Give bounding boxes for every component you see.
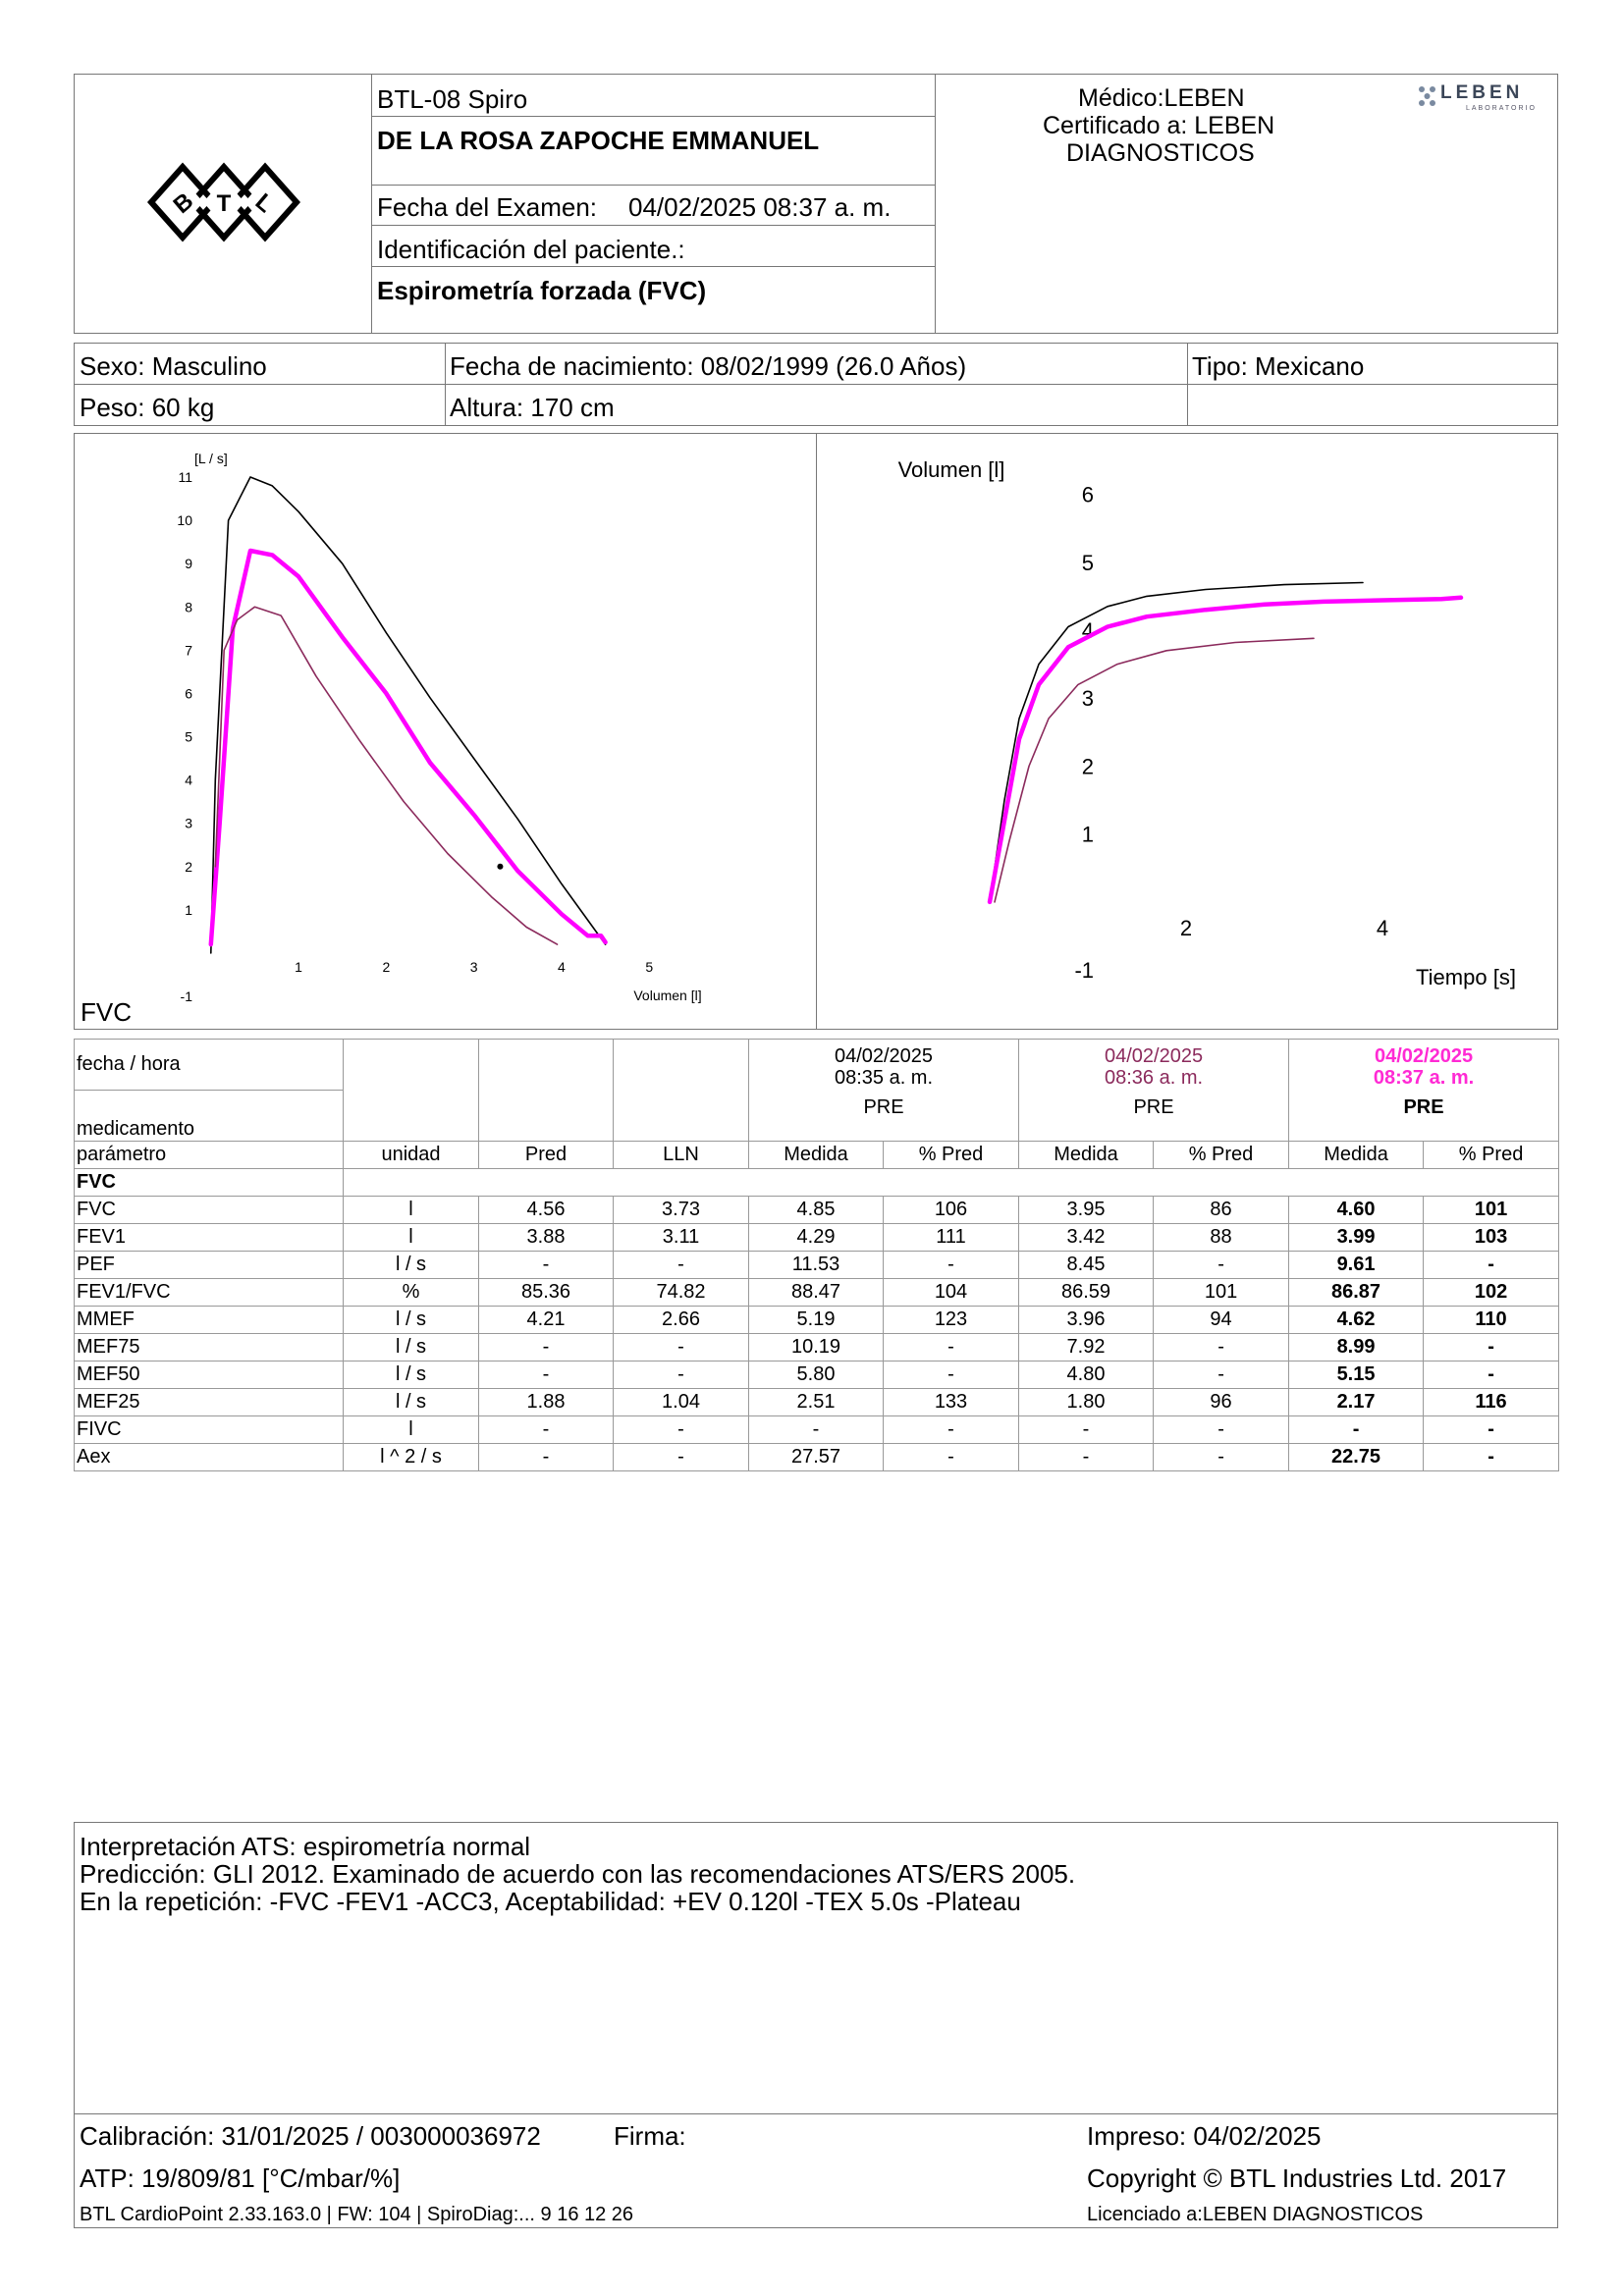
session-date-row: [75, 1040, 1559, 1091]
column-header-row: [75, 1142, 1559, 1169]
flow-y-tick-label: 2: [185, 858, 192, 875]
vol-y-tick-label: 1: [1081, 822, 1094, 847]
copyright: Copyright © BTL Industries Ltd. 2017: [1087, 2163, 1507, 2193]
patient-type: Tipo: Mexicano: [1192, 351, 1365, 381]
vol-y-tick-label: 2: [1081, 754, 1094, 779]
session-1-time: 08:35 a. m.: [834, 1067, 934, 1089]
certified-to-line2: DIAGNOSTICOS: [1066, 139, 1255, 167]
vol-y-tick-label: 6: [1081, 482, 1094, 507]
unit-cell: l ^ 2 / s: [344, 1444, 479, 1471]
session-3-medication: PRE: [1403, 1096, 1444, 1118]
vol-y-tick-label: 3: [1081, 686, 1094, 712]
parameter-name: FEV1: [75, 1224, 344, 1252]
session-2-medication: PRE: [1133, 1096, 1174, 1118]
flow-x-tick-label: 4: [558, 959, 566, 975]
btl-logo-letter: T: [216, 190, 232, 217]
value-cell: 86.59: [1019, 1279, 1154, 1307]
flow-y-axis-label: [L / s]: [194, 451, 228, 466]
patient-height: Altura: 170 cm: [450, 393, 615, 422]
flow-x-tick-label: 5: [645, 959, 654, 975]
flow-series-2: [211, 551, 606, 944]
value-cell: 106: [884, 1197, 1019, 1224]
btl-logo: [145, 162, 302, 242]
value-cell: 7.92: [1019, 1334, 1154, 1362]
flow-y-tick-label: 4: [185, 772, 192, 788]
parameter-name: FIVC: [75, 1416, 344, 1444]
patient-name: DE LA ROSA ZAPOCHE EMMANUEL: [377, 126, 820, 155]
header-divider: [371, 225, 935, 226]
value-cell: 8.99: [1289, 1334, 1424, 1362]
value-cell: 1.80: [1019, 1389, 1154, 1416]
vol-y-axis-label: Volumen [l]: [897, 457, 1005, 482]
flow-x-tick-label: 2: [382, 959, 391, 975]
parameter-name: MMEF: [75, 1307, 344, 1334]
unit-cell: %: [344, 1279, 479, 1307]
column-header: LLN: [614, 1142, 749, 1169]
btl-logo-letter: L: [249, 188, 279, 219]
flow-series-1: [211, 477, 606, 953]
patient-info-divider: [1187, 343, 1188, 426]
value-cell: 5.19: [749, 1307, 884, 1334]
volume-time-chart: [817, 434, 1557, 1029]
value-cell: 2.66: [614, 1307, 749, 1334]
value-cell: 116: [1424, 1389, 1559, 1416]
leben-logo-text: LEBEN: [1440, 82, 1524, 103]
value-cell: -: [614, 1362, 749, 1389]
value-cell: 4.60: [1289, 1197, 1424, 1224]
header-divider: [935, 74, 936, 334]
value-cell: 11.53: [749, 1252, 884, 1279]
value-cell: 123: [884, 1307, 1019, 1334]
value-cell: -: [1424, 1416, 1559, 1444]
value-cell: 1.04: [614, 1389, 749, 1416]
date-time-label: fecha / hora: [75, 1040, 344, 1091]
flow-x-axis-label: Volumen [l]: [633, 988, 702, 1003]
exam-date-label: Fecha del Examen:: [377, 192, 598, 222]
value-cell: 27.57: [749, 1444, 884, 1471]
parameter-name: PEF: [75, 1252, 344, 1279]
value-cell: 4.80: [1019, 1362, 1154, 1389]
session-2-header: [1019, 1040, 1289, 1142]
value-cell: 103: [1424, 1224, 1559, 1252]
value-cell: -: [1424, 1334, 1559, 1362]
header-divider: [371, 116, 935, 117]
value-cell: 8.45: [1019, 1252, 1154, 1279]
value-cell: -: [749, 1416, 884, 1444]
value-cell: -: [614, 1334, 749, 1362]
flow-y-tick-label: 10: [177, 512, 192, 529]
value-cell: 74.82: [614, 1279, 749, 1307]
column-header: % Pred: [884, 1142, 1019, 1169]
value-cell: 10.19: [749, 1334, 884, 1362]
value-cell: 22.75: [1289, 1444, 1424, 1471]
value-cell: -: [614, 1444, 749, 1471]
test-type: Espirometría forzada (FVC): [377, 276, 707, 305]
value-cell: -: [1154, 1252, 1289, 1279]
flow-chart-title: FVC: [81, 997, 132, 1027]
unit-cell: l / s: [344, 1362, 479, 1389]
unit-cell: l / s: [344, 1389, 479, 1416]
value-cell: -: [1019, 1444, 1154, 1471]
value-cell: -: [479, 1416, 614, 1444]
table-row: [75, 1416, 1559, 1444]
vol-y-tick-label: 5: [1081, 550, 1094, 575]
leben-logo: [1415, 81, 1552, 117]
parameter-name: MEF75: [75, 1334, 344, 1362]
table-row: [75, 1197, 1559, 1224]
flow-y-tick-label: 6: [185, 685, 192, 702]
table-row: [75, 1307, 1559, 1334]
interpretation-line: Interpretación ATS: espirometría normal: [80, 1832, 531, 1861]
unit-cell: l / s: [344, 1334, 479, 1362]
results-table: [74, 1039, 1559, 1471]
session-1-header: [749, 1040, 1019, 1142]
value-cell: 94: [1154, 1307, 1289, 1334]
parameter-name: FVC: [75, 1197, 344, 1224]
value-cell: 88: [1154, 1224, 1289, 1252]
session-2-time: 08:36 a. m.: [1104, 1067, 1204, 1089]
value-cell: -: [884, 1444, 1019, 1471]
flow-y-tick-label: 1: [185, 901, 192, 918]
value-cell: 9.61: [1289, 1252, 1424, 1279]
flow-y-tick-label: 9: [185, 556, 192, 572]
column-header: % Pred: [1424, 1142, 1559, 1169]
value-cell: -: [614, 1252, 749, 1279]
value-cell: -: [884, 1334, 1019, 1362]
parameter-name: MEF50: [75, 1362, 344, 1389]
table-row: [75, 1279, 1559, 1307]
certified-to: Certificado a: LEBEN: [1043, 112, 1275, 139]
software-info: BTL CardioPoint 2.33.163.0 | FW: 104 | SpiroDiag:... 9 16 12 26: [80, 2204, 634, 2225]
value-cell: -: [1424, 1444, 1559, 1471]
session-2-date: 04/02/2025: [1104, 1045, 1204, 1067]
parameter-name: MEF25: [75, 1389, 344, 1416]
value-cell: 3.96: [1019, 1307, 1154, 1334]
patient-weight: Peso: 60 kg: [80, 393, 215, 422]
table-row: [75, 1252, 1559, 1279]
parameter-name: FEV1/FVC: [75, 1279, 344, 1307]
vol-series-1: [990, 583, 1363, 902]
vol-x-axis-label: Tiempo [s]: [1416, 965, 1516, 989]
value-cell: 3.11: [614, 1224, 749, 1252]
column-header: Medida: [1019, 1142, 1154, 1169]
vol-x-tick-label: 4: [1376, 916, 1389, 940]
column-header: parámetro: [75, 1142, 344, 1169]
column-header: Pred: [479, 1142, 614, 1169]
leben-logo-subtext: LABORATORIO: [1466, 105, 1537, 112]
patient-birth: Fecha de nacimiento: 08/02/1999 (26.0 Años): [450, 351, 967, 381]
value-cell: 1.88: [479, 1389, 614, 1416]
flow-y-tick-label: 5: [185, 728, 192, 745]
table-row: [75, 1444, 1559, 1471]
flow-series-3: [215, 607, 557, 944]
leben-logo-icon: [1417, 84, 1438, 108]
value-cell: 4.21: [479, 1307, 614, 1334]
unit-cell: l / s: [344, 1252, 479, 1279]
table-row: [75, 1389, 1559, 1416]
value-cell: -: [1154, 1416, 1289, 1444]
btl-logo-letter: B: [168, 187, 199, 220]
value-cell: -: [479, 1362, 614, 1389]
unit-cell: l / s: [344, 1307, 479, 1334]
unit-cell: l: [344, 1197, 479, 1224]
session-1-date: 04/02/2025: [834, 1045, 934, 1067]
session-3-header: [1289, 1040, 1559, 1142]
signature-label: Firma:: [614, 2121, 686, 2151]
value-cell: 101: [1154, 1279, 1289, 1307]
device-name: BTL-08 Spiro: [377, 84, 528, 114]
value-cell: 4.29: [749, 1224, 884, 1252]
flow-x-tick-label: 3: [469, 959, 478, 975]
session-3-time: 08:37 a. m.: [1373, 1067, 1475, 1089]
table-row: [75, 1224, 1559, 1252]
flow-volume-chart: [75, 434, 815, 1029]
parameter-name: Aex: [75, 1444, 344, 1471]
value-cell: 104: [884, 1279, 1019, 1307]
section-row: [75, 1169, 1559, 1197]
value-cell: -: [479, 1444, 614, 1471]
value-cell: 4.62: [1289, 1307, 1424, 1334]
column-header: Medida: [749, 1142, 884, 1169]
license-info: Licenciado a:LEBEN DIAGNOSTICOS: [1087, 2204, 1424, 2225]
atp-info: ATP: 19/809/81 [°C/mbar/%]: [80, 2163, 401, 2193]
header-divider: [371, 185, 935, 186]
value-cell: -: [479, 1334, 614, 1362]
header-divider: [371, 266, 935, 267]
empty-header-cell: [479, 1040, 614, 1142]
flow-marker-point: [497, 864, 503, 870]
value-cell: 4.56: [479, 1197, 614, 1224]
flow-y-tick-label: -1: [180, 988, 192, 1004]
value-cell: 133: [884, 1389, 1019, 1416]
repetition-line: En la repetición: -FVC -FEV1 -ACC3, Aceptabilidad: +EV 0.120l -TEX 5.0s -Plateau: [80, 1887, 1021, 1916]
session-1-medication: PRE: [863, 1096, 904, 1118]
calibration-info: Calibración: 31/01/2025 / 003000036972: [80, 2121, 541, 2151]
flow-y-tick-label: 3: [185, 815, 192, 831]
medication-label: medicamento: [75, 1091, 344, 1142]
patient-info-divider: [445, 343, 446, 426]
vol-y-tick-label: 4: [1081, 618, 1094, 643]
doctor-name: Médico:LEBEN: [1078, 84, 1245, 112]
value-cell: 86: [1154, 1197, 1289, 1224]
value-cell: -: [1154, 1362, 1289, 1389]
value-cell: -: [884, 1252, 1019, 1279]
value-cell: 85.36: [479, 1279, 614, 1307]
table-row: [75, 1362, 1559, 1389]
printed-date: Impreso: 04/02/2025: [1087, 2121, 1322, 2151]
value-cell: 2.51: [749, 1389, 884, 1416]
flow-y-tick-label: 11: [178, 469, 192, 486]
value-cell: 5.15: [1289, 1362, 1424, 1389]
column-header: unidad: [344, 1142, 479, 1169]
value-cell: 4.85: [749, 1197, 884, 1224]
table-row: [75, 1334, 1559, 1362]
column-header: % Pred: [1154, 1142, 1289, 1169]
value-cell: -: [1154, 1334, 1289, 1362]
header-divider: [371, 74, 372, 334]
session-3-date: 04/02/2025: [1374, 1045, 1474, 1067]
empty-header-cell: [344, 1040, 479, 1142]
flow-y-tick-label: 8: [185, 599, 192, 615]
unit-cell: l: [344, 1224, 479, 1252]
flow-y-tick-label: 7: [185, 642, 192, 659]
value-cell: 88.47: [749, 1279, 884, 1307]
exam-date: 04/02/2025 08:37 a. m.: [628, 192, 892, 222]
value-cell: 110: [1424, 1307, 1559, 1334]
value-cell: -: [1424, 1362, 1559, 1389]
value-cell: 3.88: [479, 1224, 614, 1252]
value-cell: -: [1424, 1252, 1559, 1279]
value-cell: -: [884, 1416, 1019, 1444]
section-spacer: [344, 1169, 1559, 1197]
patient-id-label: Identificación del paciente.:: [377, 235, 685, 264]
value-cell: -: [479, 1252, 614, 1279]
value-cell: -: [884, 1362, 1019, 1389]
value-cell: -: [614, 1416, 749, 1444]
value-cell: 101: [1424, 1197, 1559, 1224]
column-header: Medida: [1289, 1142, 1424, 1169]
value-cell: 111: [884, 1224, 1019, 1252]
prediction-line: Predicción: GLI 2012. Examinado de acuerdo con las recomendaciones ATS/ERS 2005.: [80, 1859, 1076, 1889]
value-cell: 96: [1154, 1389, 1289, 1416]
value-cell: 3.99: [1289, 1224, 1424, 1252]
value-cell: 86.87: [1289, 1279, 1424, 1307]
value-cell: 102: [1424, 1279, 1559, 1307]
patient-info-divider: [74, 384, 1558, 385]
flow-x-tick-label: 1: [295, 959, 302, 975]
value-cell: 5.80: [749, 1362, 884, 1389]
value-cell: -: [1019, 1416, 1154, 1444]
patient-sex: Sexo: Masculino: [80, 351, 267, 381]
vol-x-tick-label: 2: [1179, 916, 1193, 940]
value-cell: 3.73: [614, 1197, 749, 1224]
section-label: FVC: [75, 1169, 344, 1197]
value-cell: -: [1289, 1416, 1424, 1444]
unit-cell: l: [344, 1416, 479, 1444]
value-cell: 3.95: [1019, 1197, 1154, 1224]
vol-y-tick-label: -1: [1074, 958, 1094, 984]
value-cell: -: [1154, 1444, 1289, 1471]
empty-header-cell: [614, 1040, 749, 1142]
value-cell: 3.42: [1019, 1224, 1154, 1252]
value-cell: 2.17: [1289, 1389, 1424, 1416]
